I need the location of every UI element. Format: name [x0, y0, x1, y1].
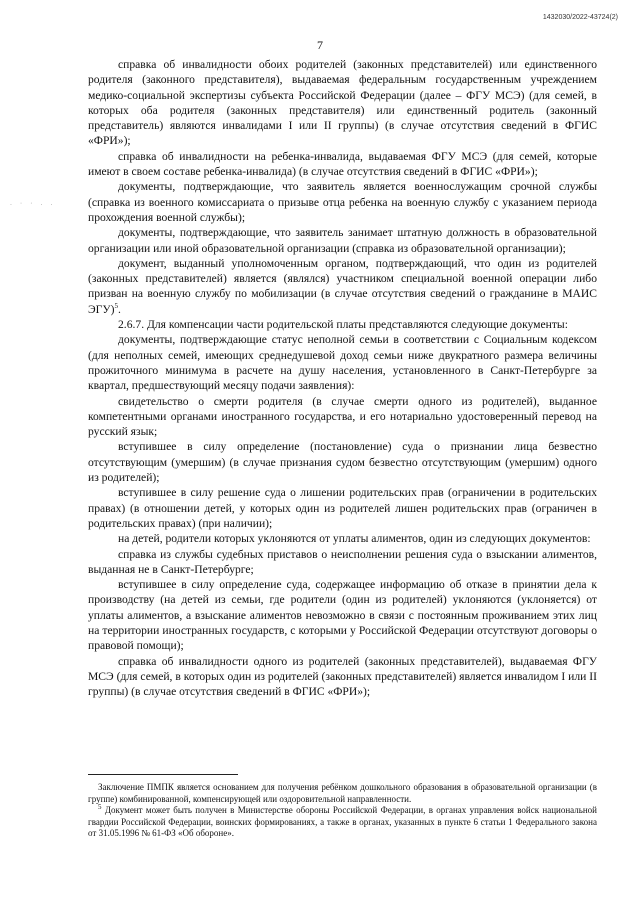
paragraph-text: документ, выданный уполномоченным органом, подтверждающий, что один из родителей (законных представителей) является (являлся) участником специальной военной операции либо призван на военную службу по мобилизации (в случае отсутствия сведений о гражданине в МАИС ЭГУ): [88, 256, 597, 316]
footnote-5: [88, 805, 597, 840]
paragraph: вступившее в силу определение суда, содержащее информацию об отказе в принятии дела к производству (на детей из семьи, где родители (один из родителей) уклоняются (уклоняется) от уплаты алиментов, а взыскание алиментов невозможно в связи с постоянным проживанием этих лиц на территории иностранных государств, с которыми у Российской Федерации отсутствуют договоры о правовой помощи);: [88, 578, 597, 653]
footnote-5-mark: 5: [98, 803, 102, 812]
page-number: 7: [317, 38, 323, 52]
paragraph: справка об инвалидности обоих родителей (законных представителей) или единственного родителя (законного представителя), выдаваемая федеральным государственным учреждением медико-социальной экспертизы субъекта Российской Федерации (далее – ФГУ МСЭ) (для семей, в которых оба родителя (законных представителя) или единственный родитель (законный представитель) являются инвалидами I или II группы) (в случае отсутствия сведений в ФГИС «ФРИ»);: [88, 58, 597, 148]
paragraph-end: .: [117, 302, 121, 316]
footnote-separator: [88, 774, 238, 775]
paragraph: справка об инвалидности на ребенка-инвалида, выдаваемая ФГУ МСЭ (для семей, которые имеют в своем составе ребенка-инвалида) (в случае отсутствия сведений в ФГИС «ФРИ»);: [88, 149, 597, 179]
scan-artifact: . · · . .: [10, 200, 56, 207]
paragraph: документы, подтверждающие статус неполной семьи в соответствии с Социальным кодексом (для неполных семей, имеющих среднедушевой доход семьи ниже двукратного размера величины прожиточного минимума в расчете на душу населения, установленного в Санкт-Петербурге за квартал, предшествующий месяцу подачи заявления):: [88, 333, 597, 393]
footnote-5-text: Документ может быть получен в Министерстве обороны Российской Федерации, в органах управления войск национальной гвардии Российской Федерации, воинских формированиях, а также в органах, указанных в пункте 6 статьи 1 Федерального закона от 31.05.1996 № 61-ФЗ «Об обороне».: [88, 805, 597, 839]
paragraph: вступившее в силу определение (постановление) суда о признании лица безвестно отсутствующим (умершим) (в случае признания судом безвестно отсутствующим (умершим) одного из родителей);: [88, 440, 597, 485]
footnote-ref[interactable]: 5: [114, 301, 118, 310]
paragraph: справка из службы судебных приставов о неисполнении решения суда о взыскании алиментов, выданная не в Санкт-Петербурге;: [88, 547, 597, 576]
paragraph: на детей, родители которых уклоняются от уплаты алиментов, один из следующих документов:: [118, 532, 591, 546]
paragraph: вступившее в силу решение суда о лишении родительских прав (ограничении в родительских правах) (в отношении детей, у которых один из родителей лишен родительских прав (ограничен в родительских правах) (при наличии);: [88, 486, 597, 530]
footnote-carryover: Заключение ПМПК является основанием для получения ребёнком дошкольного образования в образовательной организации (в группе) комбинированной, компенсирующей или оздоровительной направленности.: [88, 782, 597, 804]
paragraph: свидетельство о смерти родителя (в случае смерти одного из родителей), выданное компетентными органами иностранного государства, и его нотариально удостоверенный перевод на русский язык;: [88, 394, 597, 439]
footnotes: [88, 782, 597, 840]
document-number: 1432030/2022-43724(2): [542, 14, 618, 21]
paragraph: документы, подтверждающие, что заявитель является военнослужащим срочной службы (справка из военного комиссариата о призыве отца ребенка на военную службу с указанием периода прохождения военной службы);: [88, 180, 597, 224]
paragraph: справка об инвалидности одного из родителей (законных представителей), выдаваемая ФГУ МСЭ (для семей, в которых один из родителей (законных представителей) является инвалидом I или II группы) (в случае отсутствия сведений в ФГИС «ФРИ»);: [88, 654, 597, 699]
document-body: [88, 57, 597, 699]
section-heading-2-6-7: 2.6.7. Для компенсации части родительской платы представляются следующие документы:: [118, 318, 568, 332]
paragraph: документы, подтверждающие, что заявитель занимает штатную должность в образовательной организации или иной образовательной организации (справка из образовательной организации);: [88, 226, 597, 255]
paragraph-with-footnote: [88, 256, 597, 317]
